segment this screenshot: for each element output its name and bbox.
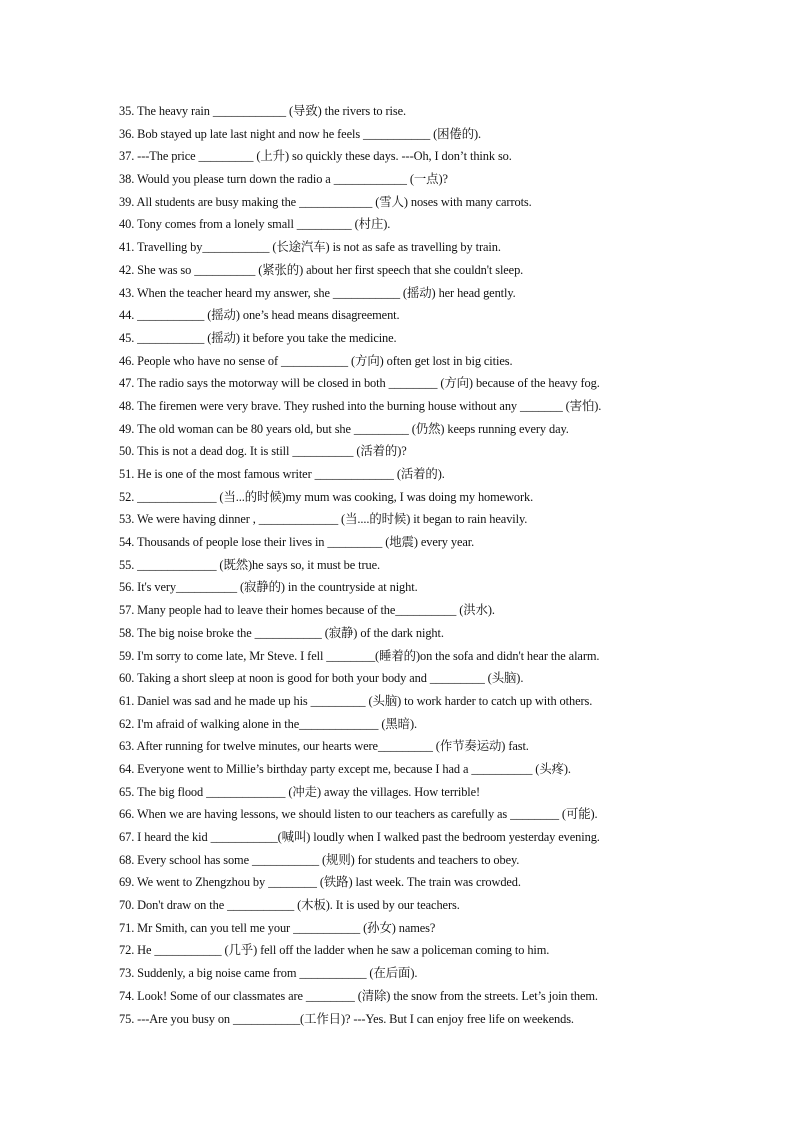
exercise-line: 68. Every school has some ___________ (规则) for students and teachers to obey. (119, 852, 520, 867)
exercise-line: 44. ___________ (摇动) one’s head means disagreement. (119, 308, 400, 323)
exercise-line: 75. ---Are you busy on ___________(工作日)? ---Yes. But I can enjoy free life on weekends. (119, 1011, 574, 1026)
exercise-line: 37. ---The price _________ (上升) so quickly these days. ---Oh, I don’t think so. (119, 149, 512, 164)
exercise-line: 39. All students are busy making the ____________ (雪人) noses with many carrots. (119, 194, 532, 209)
exercise-line: 74. Look! Some of our classmates are ________ (清除) the snow from the streets. Let’s join them. (119, 988, 598, 1003)
exercise-line: 40. Tony comes from a lonely small _________ (村庄). (119, 217, 391, 232)
exercise-line: 66. When we are having lessons, we should listen to our teachers as carefully as ________ (可能). (119, 807, 598, 822)
exercise-line: 51. He is one of the most famous writer _____________ (活着的). (119, 467, 445, 481)
exercise-line: 72. He ___________ (几乎) fell off the ladder when he saw a policeman coming to him. (119, 943, 550, 958)
exercise-line: 38. Would you please turn down the radio a ____________ (一点)? (119, 172, 448, 187)
exercise-line: 41. Travelling by___________ (长途汽车) is not as safe as travelling by train. (119, 240, 501, 255)
exercise-line: 69. We went to Zhengzhou by ________ (铁路) last week. The train was crowded. (119, 875, 521, 890)
exercise-line: 52. _____________ (当...的时候)my mum was cooking, I was doing my homework. (119, 489, 534, 504)
exercise-line: 48. The firemen were very brave. They rushed into the burning house without any _______ (害怕). (119, 398, 602, 413)
exercise-line: 45. ___________ (摇动) it before you take the medicine. (119, 330, 397, 345)
exercise-line: 53. We were having dinner , _____________ (当....的时候) it began to rain heavily. (119, 512, 528, 527)
exercise-line: 67. I heard the kid ___________(喊叫) loudly when I walked past the bedroom yesterday evening. (119, 830, 600, 844)
exercise-line: 65. The big flood _____________ (冲走) away the villages. How terrible! (119, 784, 481, 799)
exercise-line: 56. It's very__________ (寂静的) in the countryside at night. (119, 580, 418, 595)
exercise-line: 71. Mr Smith, can you tell me your ___________ (孙女) names? (119, 920, 436, 935)
exercise-line: 55. _____________ (既然)he says so, it must be true. (119, 557, 381, 572)
exercise-line: 70. Don't draw on the ___________ (木板). It is used by our teachers. (119, 898, 460, 913)
exercise-line: 50. This is not a dead dog. It is still __________ (活着的)? (119, 444, 407, 459)
exercise-line: 43. When the teacher heard my answer, she ___________ (摇动) her head gently. (119, 285, 516, 300)
exercise-line: 57. Many people had to leave their homes because of the__________ (洪水). (119, 603, 495, 618)
exercise-line: 49. The old woman can be 80 years old, but she _________ (仍然) keeps running every day. (119, 421, 569, 436)
exercise-line: 73. Suddenly, a big noise came from ___________ (在后面). (119, 966, 418, 981)
exercise-line: 63. After running for twelve minutes, our hearts were_________ (作节奏运动) fast. (119, 739, 529, 754)
exercise-line: 46. People who have no sense of ___________ (方向) often get lost in big cities. (119, 353, 513, 368)
exercise-line: 59. I'm sorry to come late, Mr Steve. I fell ________(睡着的)on the sofa and didn't hear the alarm. (119, 648, 600, 663)
exercise-line: 54. Thousands of people lose their lives in _________ (地震) every year. (119, 535, 475, 550)
exercise-line: 47. The radio says the motorway will be closed in both ________ (方向) because of the heavy fog. (119, 376, 600, 391)
exercise-line: 35. The heavy rain ____________ (导致) the rivers to rise. (119, 104, 407, 118)
exercise-line: 64. Everyone went to Millie’s birthday party except me, because I had a __________ (头疼). (119, 761, 571, 776)
exercise-line: 61. Daniel was sad and he made up his _________ (头脑) to work harder to catch up with others. (119, 693, 593, 708)
exercise-line: 42. She was so __________ (紧张的) about her first speech that she couldn't sleep. (119, 262, 524, 277)
exercise-line: 62. I'm afraid of walking alone in the_____________ (黑暗). (119, 716, 417, 731)
exercise-list (119, 100, 679, 1030)
exercise-line: 60. Taking a short sleep at noon is good for both your body and _________ (头脑). (119, 671, 524, 686)
exercise-line: 58. The big noise broke the ___________ (寂静) of the dark night. (119, 625, 444, 640)
exercise-line: 36. Bob stayed up late last night and now he feels ___________ (困倦的). (119, 126, 482, 141)
